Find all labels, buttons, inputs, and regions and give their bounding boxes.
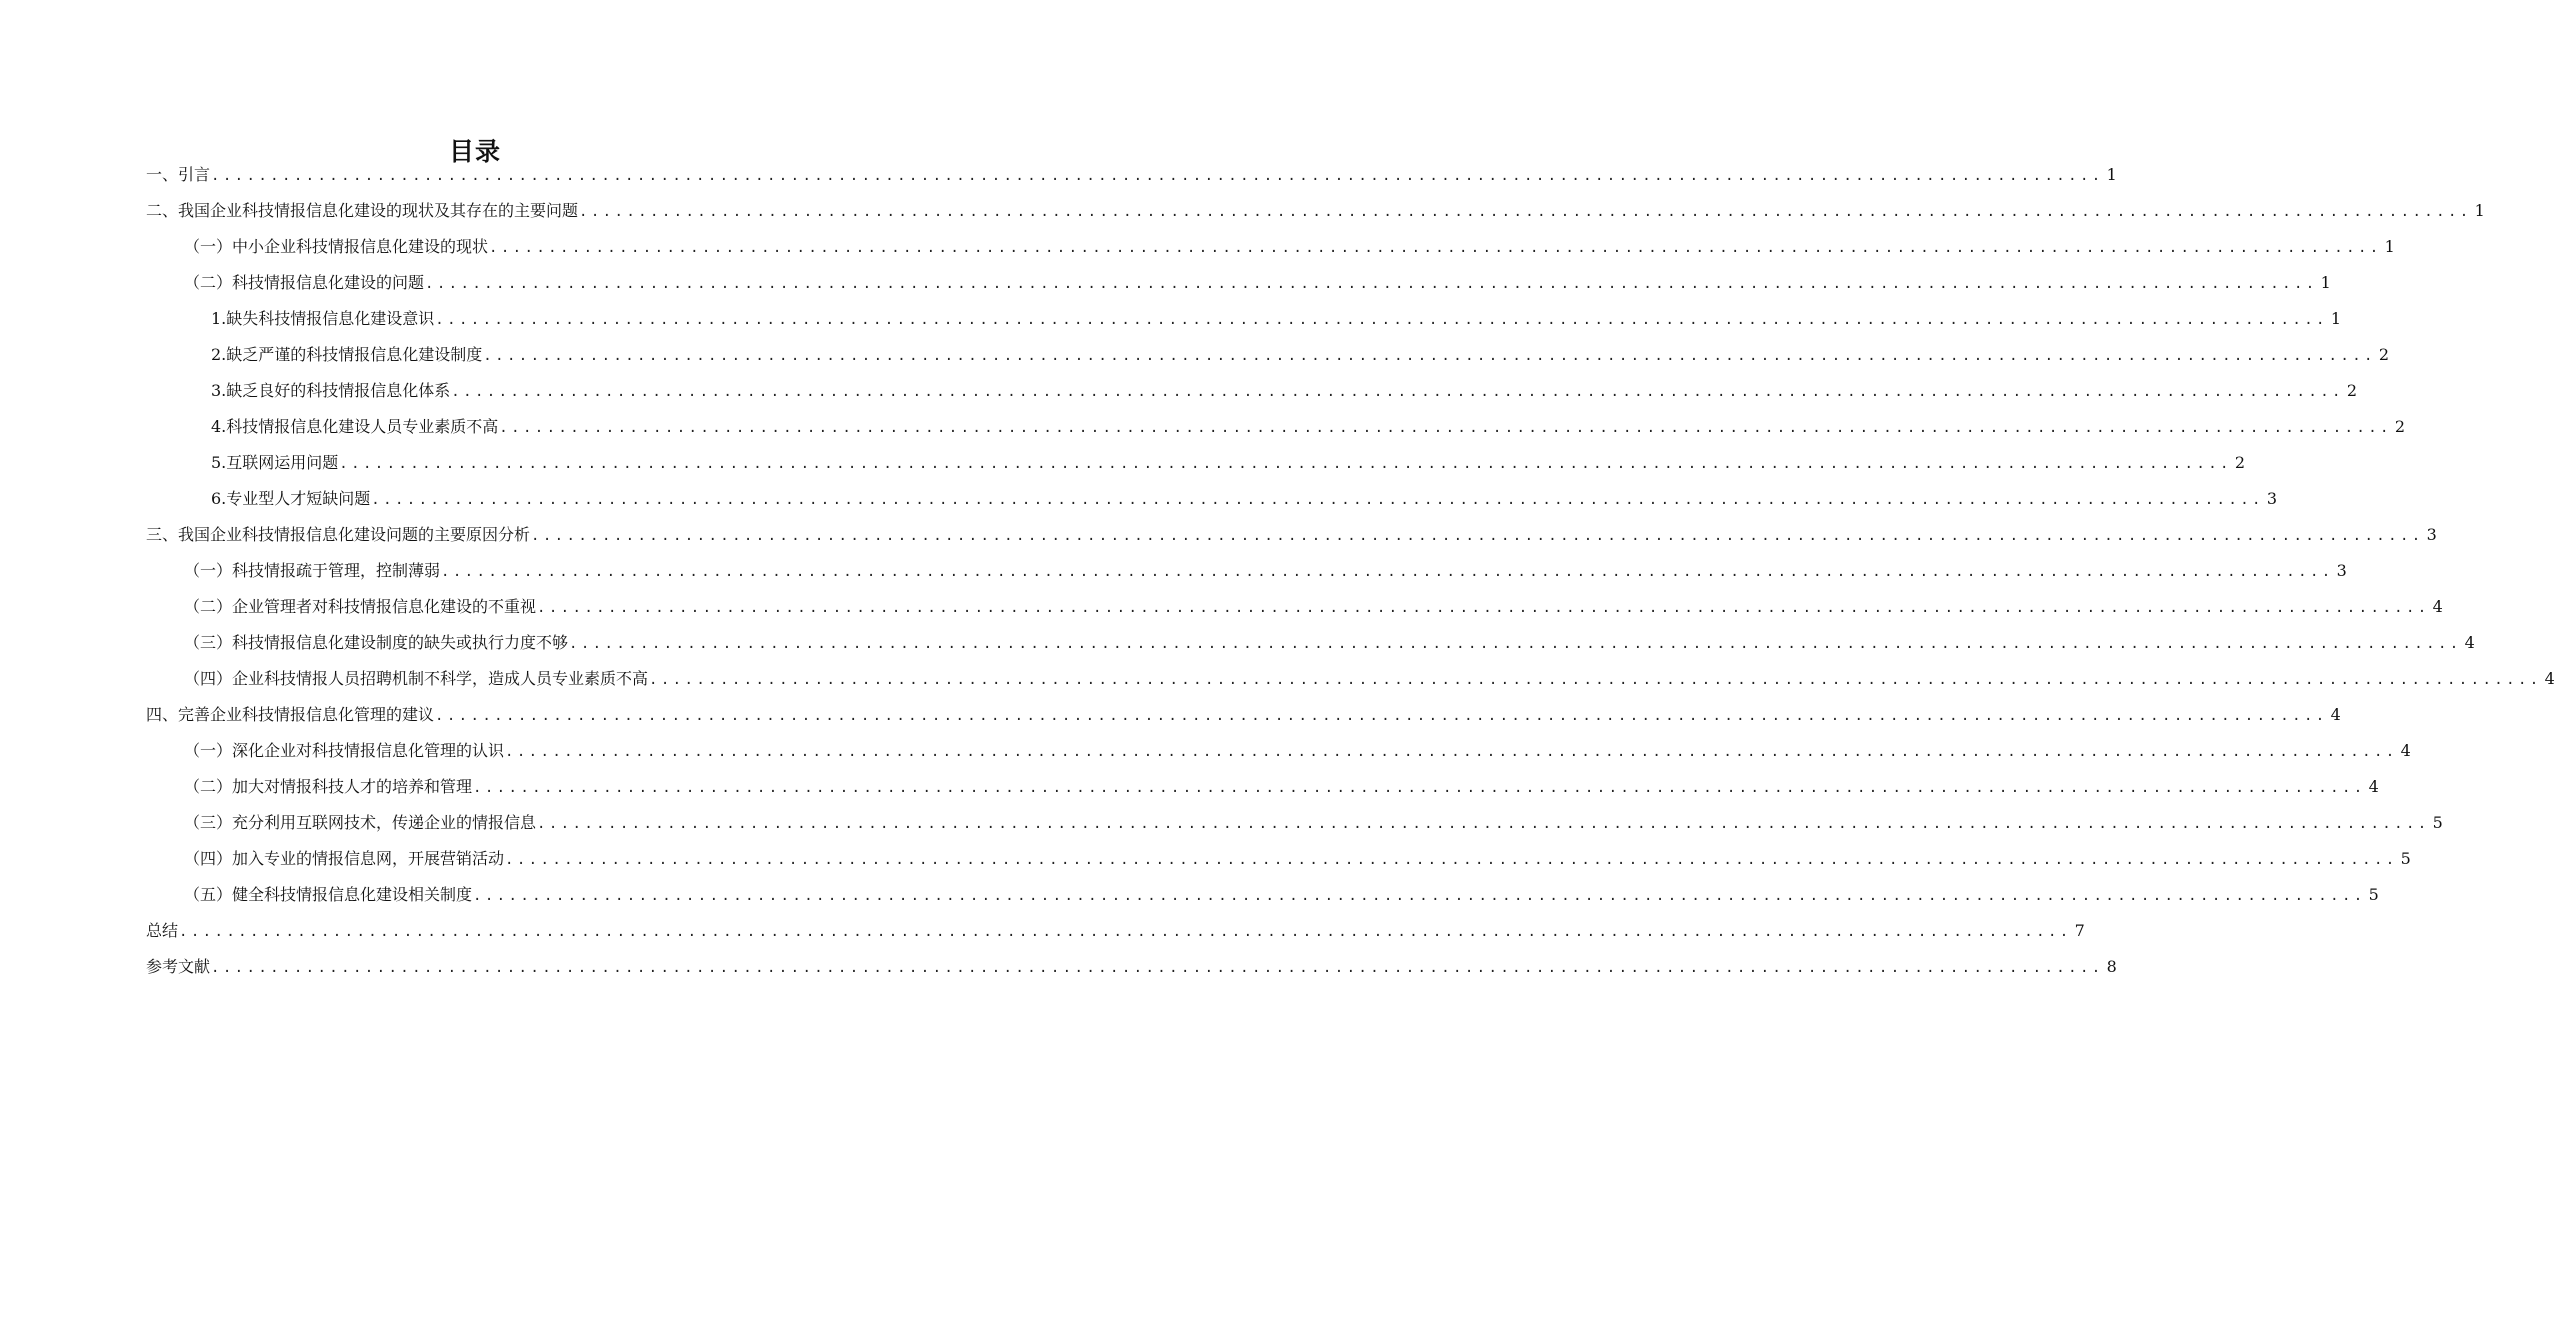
toc-page-number: 4 (2464, 633, 2475, 652)
toc-entry[interactable] (146, 949, 2117, 985)
toc-entry[interactable] (146, 733, 2411, 769)
toc-title: 目录 (448, 137, 501, 166)
toc-entry[interactable] (146, 841, 2411, 877)
toc-entry-text: 2.缺乏严谨的科技情报信息化建设制度 (211, 345, 483, 364)
toc-list (146, 157, 2555, 985)
toc-entry-text: 6.专业型人才短缺问题 (211, 489, 371, 508)
toc-dot-leader: ................................................................................................................................................................ (441, 564, 2334, 580)
toc-entry-text: （四）企业科技情报人员招聘机制不科学，造成人员专业素质不高 (184, 669, 649, 688)
toc-entry-text: （五）健全科技情报信息化建设相关制度 (184, 885, 473, 904)
toc-page-number: 2 (2234, 453, 2246, 472)
toc-dot-leader: ................................................................................................................................................................ (371, 492, 2264, 508)
toc-dot-leader: ................................................................................................................................................................ (435, 312, 2328, 328)
toc-entry-text: （二）科技情报信息化建设的问题 (184, 273, 425, 292)
toc-page-number: 1 (2330, 309, 2342, 328)
toc-page-number: 4 (2432, 597, 2443, 616)
toc-entry-text: 二、我国企业科技情报信息化建设的现状及其存在的主要问题 (146, 201, 579, 220)
toc-page-number: 5 (2368, 885, 2379, 904)
toc-page-number: 1 (2474, 201, 2485, 220)
toc-entry-text: 4.科技情报信息化建设人员专业素质不高 (211, 417, 499, 436)
toc-page-number: 8 (2106, 957, 2117, 976)
toc-entry[interactable] (146, 769, 2379, 805)
toc-dot-leader: ................................................................................................................................................................ (179, 924, 2072, 940)
toc-dot-leader: ................................................................................................................................................................ (537, 816, 2430, 832)
toc-page-number: 7 (2074, 921, 2085, 940)
toc-page-number: 5 (2432, 813, 2443, 832)
toc-page-number: 2 (2394, 417, 2406, 436)
toc-page-number: 2 (2346, 381, 2358, 400)
toc-entry-text: 5.互联网运用问题 (211, 453, 339, 472)
toc-entry[interactable] (146, 409, 2406, 445)
toc-entry-text: （二）企业管理者对科技情报信息化建设的不重视 (184, 597, 537, 616)
toc-entry[interactable] (146, 625, 2475, 661)
toc-page-number: 3 (2426, 525, 2437, 544)
toc-page-number: 4 (2544, 669, 2555, 688)
toc-page-number: 1 (2384, 237, 2395, 256)
toc-entry[interactable] (146, 553, 2347, 589)
toc-entry[interactable] (146, 913, 2085, 949)
toc-entry[interactable] (146, 301, 2342, 337)
toc-entry-text: （一）科技情报疏于管理，控制薄弱 (184, 561, 441, 580)
toc-dot-leader: ................................................................................................................................................................ (579, 204, 2472, 220)
toc-dot-leader: ................................................................................................................................................................ (339, 456, 2232, 472)
toc-dot-leader: ................................................................................................................................................................ (649, 672, 2542, 688)
toc-entry-text: 总结 (146, 921, 179, 940)
toc-entry[interactable] (146, 193, 2485, 229)
toc-dot-leader: ................................................................................................................................................................ (537, 600, 2430, 616)
toc-entry[interactable] (146, 517, 2437, 553)
toc-entry-text: 参考文献 (146, 957, 211, 976)
toc-entry-text: （一）中小企业科技情报信息化建设的现状 (184, 237, 489, 256)
toc-entry[interactable] (146, 229, 2395, 265)
toc-dot-leader: ................................................................................................................................................................ (211, 960, 2104, 976)
toc-entry-text: （一）深化企业对科技情报信息化管理的认识 (184, 741, 505, 760)
toc-entry[interactable] (146, 805, 2443, 841)
toc-dot-leader: ................................................................................................................................................................ (211, 168, 2104, 184)
toc-page-number: 1 (2106, 165, 2117, 184)
toc-dot-leader: ................................................................................................................................................................ (489, 240, 2382, 256)
toc-entry-text: （三）充分利用互联网技术，传递企业的情报信息 (184, 813, 537, 832)
toc-dot-leader: ................................................................................................................................................................ (435, 708, 2328, 724)
toc-entry-text: （四）加入专业的情报信息网，开展营销活动 (184, 849, 505, 868)
toc-page-number: 4 (2400, 741, 2411, 760)
toc-entry[interactable] (146, 877, 2379, 913)
toc-entry-text: 3.缺乏良好的科技情报信息化体系 (211, 381, 451, 400)
toc-entry[interactable] (146, 157, 2117, 193)
toc-entry[interactable] (146, 265, 2331, 301)
toc-page-number: 1 (2320, 273, 2331, 292)
toc-dot-leader: ................................................................................................................................................................ (473, 888, 2366, 904)
toc-page-number: 4 (2368, 777, 2379, 796)
toc-dot-leader: ................................................................................................................................................................ (483, 348, 2376, 364)
toc-page-number: 3 (2266, 489, 2278, 508)
toc-dot-leader: ................................................................................................................................................................ (473, 780, 2366, 796)
toc-entry[interactable] (146, 337, 2390, 373)
toc-dot-leader: ................................................................................................................................................................ (451, 384, 2344, 400)
toc-page-number: 5 (2400, 849, 2411, 868)
toc-page-number: 3 (2336, 561, 2347, 580)
toc-dot-leader: ................................................................................................................................................................ (531, 528, 2424, 544)
toc-page-number: 4 (2330, 705, 2341, 724)
toc-entry-text: 四、完善企业科技情报信息化管理的建议 (146, 705, 435, 724)
toc-dot-leader: ................................................................................................................................................................ (505, 744, 2398, 760)
toc-entry[interactable] (146, 445, 2246, 481)
toc-entry-text: 一、引言 (146, 165, 211, 184)
toc-entry[interactable] (146, 661, 2555, 697)
toc-entry[interactable] (146, 481, 2278, 517)
toc-dot-leader: ................................................................................................................................................................ (499, 420, 2392, 436)
toc-page-number: 2 (2378, 345, 2390, 364)
toc-entry-text: （三）科技情报信息化建设制度的缺失或执行力度不够 (184, 633, 569, 652)
toc-entry-text: 三、我国企业科技情报信息化建设问题的主要原因分析 (146, 525, 531, 544)
toc-entry-text: 1.缺失科技情报信息化建设意识 (211, 309, 435, 328)
toc-dot-leader: ................................................................................................................................................................ (569, 636, 2462, 652)
toc-entry-text: （二）加大对情报科技人才的培养和管理 (184, 777, 473, 796)
toc-dot-leader: ................................................................................................................................................................ (425, 276, 2318, 292)
toc-entry[interactable] (146, 589, 2443, 625)
toc-dot-leader: ................................................................................................................................................................ (505, 852, 2398, 868)
toc-entry[interactable] (146, 373, 2358, 409)
toc-entry[interactable] (146, 697, 2341, 733)
